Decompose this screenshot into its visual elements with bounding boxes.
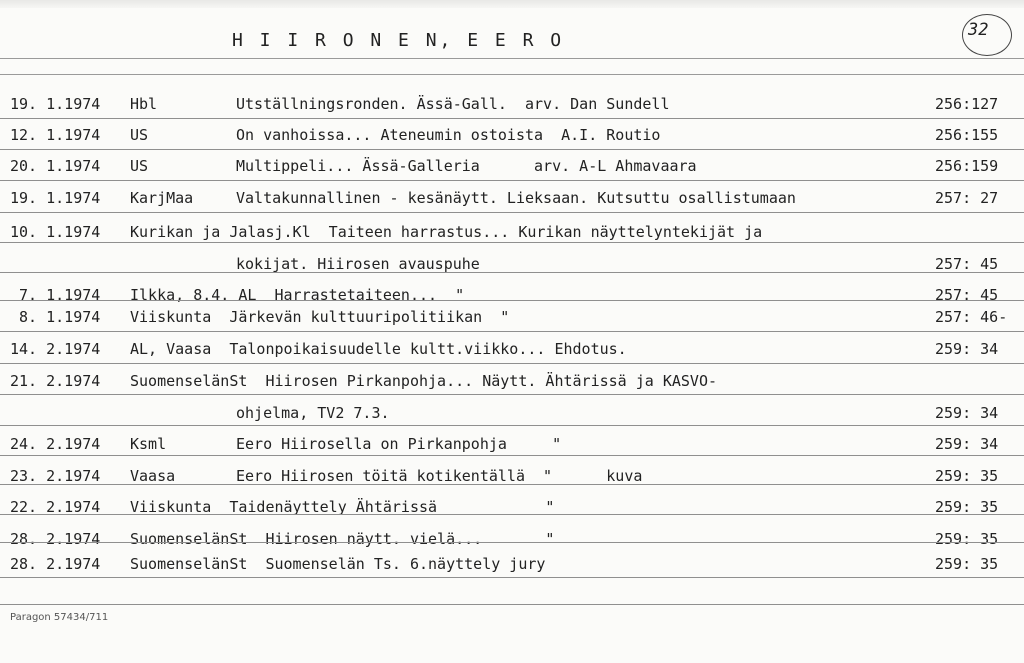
entry-row [0, 340, 1024, 362]
entry-ref: 256:155 [935, 126, 999, 144]
entry-row [0, 372, 1024, 394]
entry-ref: 259: 34 [935, 435, 999, 453]
entry-row [0, 435, 1024, 457]
entry-text: Valtakunnallinen - kesänäytt. Lieksaan. Kutsuttu osallistumaan [236, 189, 796, 207]
card-number: 32 [968, 20, 989, 40]
entry-ref: 257: 27 [935, 189, 999, 207]
entry-ref: 259: 35 [935, 530, 999, 548]
entry-row [0, 555, 1024, 577]
entry-date: 12. 1.1974 [10, 126, 101, 144]
row-rule [0, 118, 1024, 119]
entry-ref: 257: 45 [935, 286, 999, 304]
header-rule [0, 58, 1024, 59]
entry-text: ohjelma, TV2 7.3. [236, 404, 390, 422]
entry-text: Multippeli... Ässä-Galleria arv. A-L Ahmavaara [236, 157, 697, 175]
row-rule [0, 272, 1024, 273]
entry-source: US [130, 157, 149, 175]
entry-date: 7. 1.1974 [10, 286, 101, 304]
entry-date: 23. 2.1974 [10, 467, 101, 485]
row-rule [0, 149, 1024, 150]
row-rule [0, 363, 1024, 364]
entry-text: Eero Hiirosen töitä kotikentällä " kuva [236, 467, 643, 485]
entry-source: Hbl [130, 95, 158, 113]
entry-ref: 257: 46- [935, 308, 1008, 326]
entry-row-continuation [0, 255, 1024, 277]
entry-text: SuomenselänSt Suomenselän Ts. 6.näyttely jury [130, 555, 546, 573]
entry-text: AL, Vaasa Talonpoikaisuudelle kultt.viikko... Ehdotus. [130, 340, 627, 358]
entry-ref: 259: 34 [935, 340, 999, 358]
entry-text: Eero Hiirosella on Pirkanpohja " [236, 435, 562, 453]
row-rule [0, 455, 1024, 456]
entry-row [0, 286, 1024, 308]
entry-text: Viiskunta Järkevän kulttuuripolitiikan " [130, 308, 510, 326]
row-rule [0, 604, 1024, 605]
entry-text: Viiskunta Taidenäyttely Ähtärissä " [130, 498, 555, 516]
entry-date: 10. 1.1974 [10, 223, 101, 241]
entry-text: SuomenselänSt Hiirosen näytt. vielä... " [130, 530, 555, 548]
card-heading-name: H I I R O N E N, E E R O [232, 30, 565, 51]
row-rule [0, 180, 1024, 181]
row-rule [0, 425, 1024, 426]
entry-date: 20. 1.1974 [10, 157, 101, 175]
row-rule [0, 484, 1024, 485]
entry-date: 28. 2.1974 [10, 530, 101, 548]
entry-date: 8. 1.1974 [10, 308, 101, 326]
entry-ref: 259: 35 [935, 467, 999, 485]
entry-source: US [130, 126, 149, 144]
entry-date: 28. 2.1974 [10, 555, 101, 573]
row-rule [0, 514, 1024, 515]
row-rule [0, 394, 1024, 395]
entry-date: 14. 2.1974 [10, 340, 101, 358]
entry-row [0, 467, 1024, 489]
entry-ref: 256:159 [935, 157, 999, 175]
entry-text: Kurikan ja Jalasj.Kl Taiteen harrastus... Kurikan näyttelyntekijät ja [130, 223, 763, 241]
entry-row [0, 95, 1024, 117]
entry-text: kokijat. Hiirosen avauspuhe [236, 255, 480, 273]
row-rule [0, 242, 1024, 243]
entry-date: 19. 1.1974 [10, 189, 101, 207]
entry-row-continuation [0, 404, 1024, 426]
printer-imprint: Paragon 57434/711 [10, 612, 109, 623]
row-rule [0, 542, 1024, 543]
row-rule [0, 331, 1024, 332]
entry-row [0, 126, 1024, 148]
entry-row [0, 189, 1024, 211]
entry-date: 24. 2.1974 [10, 435, 101, 453]
entry-text: Utställningsronden. Ässä-Gall. arv. Dan Sundell [236, 95, 670, 113]
entry-text: On vanhoissa... Ateneumin ostoista A.I. Routio [236, 126, 661, 144]
entry-source: Vaasa [130, 467, 176, 485]
entry-source: Ksml [130, 435, 167, 453]
entry-row [0, 157, 1024, 179]
entry-ref: 259: 35 [935, 498, 999, 516]
row-rule [0, 300, 1024, 301]
entry-text: SuomenselänSt Hiirosen Pirkanpohja... Näytt. Ähtärissä ja KASVO- [130, 372, 717, 390]
entry-row [0, 498, 1024, 520]
card-top-edge [0, 0, 1024, 8]
entry-date: 22. 2.1974 [10, 498, 101, 516]
entry-ref: 257: 45 [935, 255, 999, 273]
entry-ref: 259: 35 [935, 555, 999, 573]
entry-text: Ilkka, 8.4. AL Harrastetaiteen... " [130, 286, 465, 304]
entry-row [0, 530, 1024, 552]
row-rule [0, 577, 1024, 578]
header-rule-2 [0, 74, 1024, 75]
entry-source: KarjMaa [130, 189, 194, 207]
entry-date: 19. 1.1974 [10, 95, 101, 113]
entry-ref: 259: 34 [935, 404, 999, 422]
row-rule [0, 212, 1024, 213]
entry-ref: 256:127 [935, 95, 999, 113]
entry-row [0, 308, 1024, 330]
entry-date: 21. 2.1974 [10, 372, 101, 390]
